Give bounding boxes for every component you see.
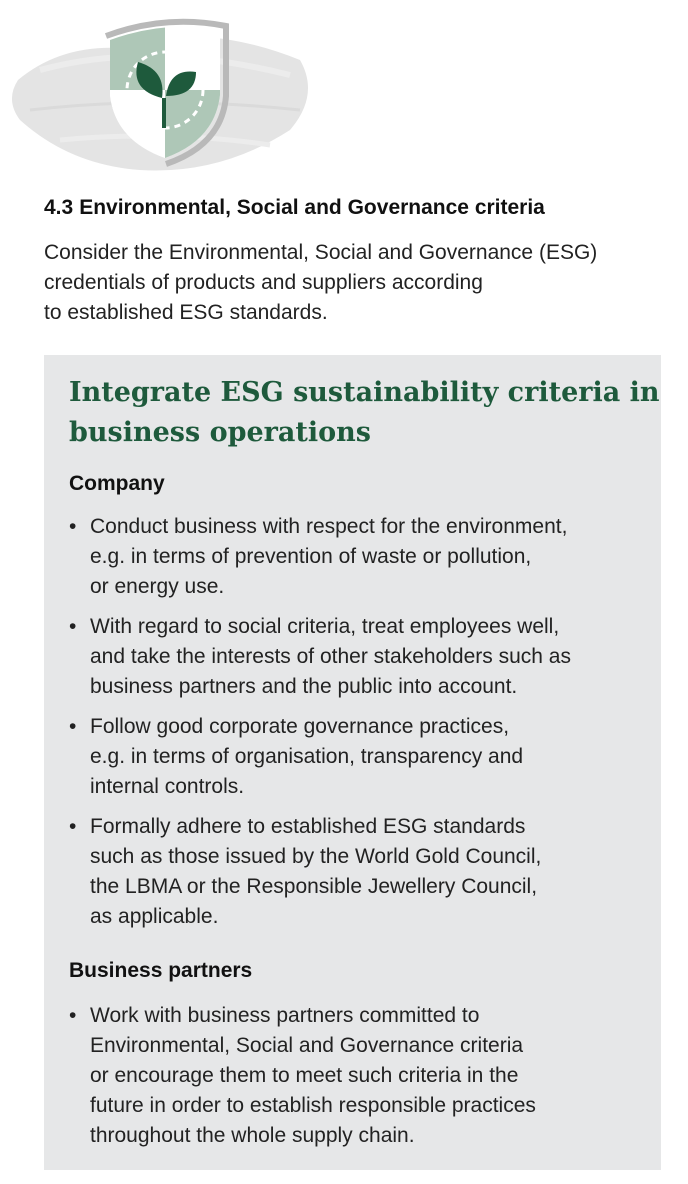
company-list (69, 512, 654, 932)
description-line: to established ESG standards. (44, 301, 328, 324)
list-item: • Work with business partners committed to Environmental, Social and Governance criteria or encourage them to meet such criteria in the future in order to establish responsible practices throughout the whole supply chain. (69, 1001, 654, 1151)
section-title (44, 196, 664, 220)
list-item: • With regard to social criteria, treat employees well, and take the interests of other stakeholders such as business partners and the public into account. (69, 612, 654, 702)
list-item: • Follow good corporate governance practices, e.g. in terms of organisation, transparency and internal controls. (69, 712, 654, 802)
shield-leaf-icon (0, 0, 330, 185)
section-title-text: Environmental, Social and Governance criteria (79, 196, 545, 219)
partners-list (69, 1001, 654, 1151)
company-heading: Company (69, 472, 165, 495)
section-number: 4.3 (44, 196, 74, 219)
bullet-icon: • (69, 815, 77, 838)
section-description (44, 238, 664, 328)
bullet-icon: • (69, 715, 77, 738)
esg-info-box (44, 355, 661, 1170)
list-item: • Formally adhere to established ESG standards such as those issued by the World Gold Council, the LBMA or the Responsible Jewellery Council, as applicable. (69, 812, 654, 932)
bullet-icon: • (69, 515, 77, 538)
description-line: credentials of products and suppliers according (44, 271, 483, 294)
list-item: • Conduct business with respect for the environment, e.g. in terms of prevention of waste or pollution, or energy use. (69, 512, 654, 602)
bullet-icon: • (69, 615, 77, 638)
box-title-line: business operations (69, 417, 371, 448)
description-line: Consider the Environmental, Social and Governance (ESG) (44, 241, 598, 264)
box-title (69, 373, 660, 453)
business-partners-heading: Business partners (69, 959, 253, 982)
bullet-icon: • (69, 1004, 77, 1027)
box-title-line: Integrate ESG sustainability criteria in (69, 377, 660, 408)
